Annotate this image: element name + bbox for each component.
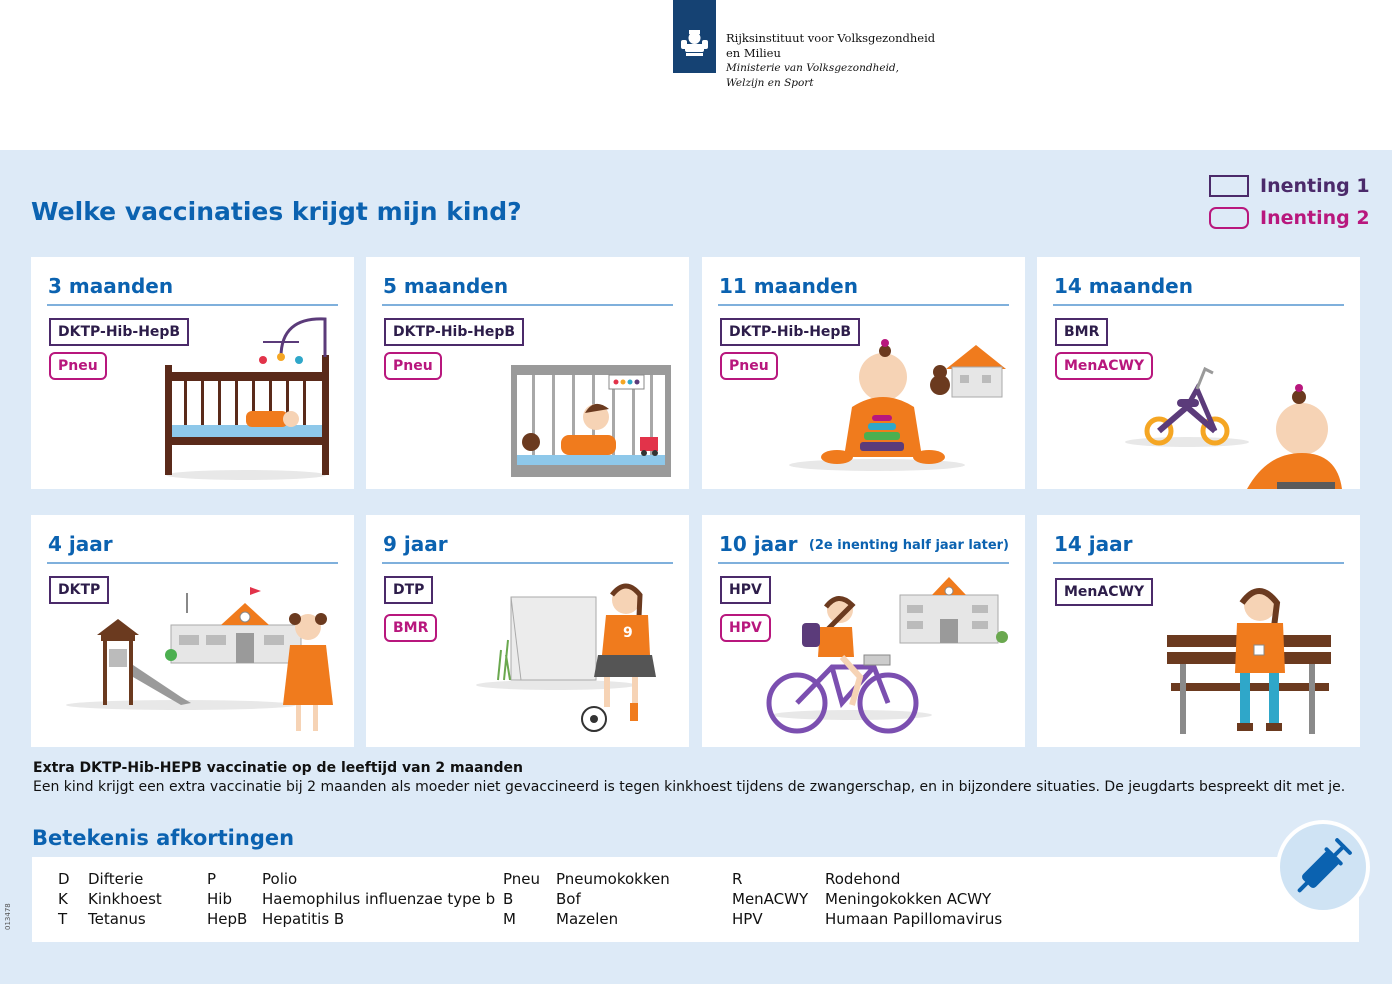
abbreviations-title: Betekenis afkortingen [32,826,295,850]
divider [382,562,673,564]
vaccine-tag-dose-1: DKTP-Hib-HepB [384,318,524,346]
vaccine-tag-dose-1: HPV [720,576,771,604]
divider [47,562,338,564]
legend-box-dose-1 [1209,175,1249,197]
vaccine-tag-dose-2: Pneu [49,352,107,380]
abbreviation-row [58,869,162,889]
legend-box-dose-2 [1209,207,1249,229]
abbreviation-row [207,909,495,929]
vaccine-tag-dose-2: BMR [384,614,437,642]
abbreviation-row [207,889,495,909]
org-name [726,31,935,91]
vaccine-tag-dose-1: DKTP-Hib-HepB [720,318,860,346]
abbreviation-row [732,889,1002,909]
abbreviation-column-3 [503,869,670,929]
extra-vaccination-title: Extra DKTP-Hib-HEPB vaccinatie op de leeftijd van 2 maanden [33,760,523,776]
legend-label-dose-2: Inenting 2 [1260,207,1370,229]
abbreviations-panel [32,857,1359,942]
header [0,0,1392,150]
abbreviation-value: Difterie [88,870,144,888]
shirt-number: 9 [623,625,633,641]
abbreviation-value: Bof [556,890,581,908]
card-9-jaar [366,515,689,747]
org-line-1: Rijksinstituut voor Volksgezondheid [726,31,936,45]
abbreviation-key: HPV [732,910,763,928]
abbreviation-value: Mazelen [556,910,619,928]
extra-vaccination-text: Een kind krijgt een extra vaccinatie bij 2 maanden als moeder niet gevaccineerd is tegen kinkhoest tijdens de zwangerschap, en in bijzondere situaties. De jeugdarts bespreekt dit met je. [33,779,1346,795]
abbreviation-value: Meningokokken ACWY [825,890,992,908]
legend-dose-2 [1209,207,1370,229]
vaccine-tag-dose-2: HPV [720,614,771,642]
abbreviation-row [503,889,670,909]
card-14-jaar [1037,515,1360,747]
abbreviation-column-1 [58,869,162,929]
abbreviation-value: Haemophilus influenzae type b [262,890,496,908]
vaccine-tag-dose-2: Pneu [384,352,442,380]
divider [1053,562,1344,564]
abbreviation-value: Polio [262,870,298,888]
card-age: 14 maanden [1054,274,1193,298]
abbreviation-value: Humaan Papillomavirus [825,910,1003,928]
vaccine-tag-dose-2: Pneu [720,352,778,380]
abbreviation-row [58,909,162,929]
legend-dose-1 [1209,175,1370,197]
abbreviation-key: B [503,890,514,908]
abbreviation-row [58,889,162,909]
card-age: 3 maanden [48,274,174,298]
abbreviation-row [207,869,495,889]
divider [382,304,673,306]
card-age: 14 jaar [1054,532,1133,556]
abbreviation-key: HepB [207,910,248,928]
card-age: 4 jaar [48,532,113,556]
vaccine-tag-dose-1: DTP [384,576,433,604]
ministry-line-1: Ministerie van Volksgezondheid, [726,62,899,74]
card-14-maanden [1037,257,1360,489]
document-code: 013478 [4,903,12,930]
page-title: Welke vaccinaties krijgt mijn kind? [31,197,522,226]
abbreviation-key: M [503,910,516,928]
card-4-jaar [31,515,354,747]
vaccine-tag-dose-1: DKTP [49,576,109,604]
rijksoverheid-logo [673,0,716,73]
abbreviation-row [503,869,670,889]
abbreviation-key: P [207,870,217,888]
abbreviation-key: K [58,890,68,908]
legend-label-dose-1: Inenting 1 [1260,175,1370,197]
abbreviation-value: Rodehond [825,870,901,888]
abbreviation-key: R [732,870,743,888]
divider [718,304,1009,306]
abbreviation-key: T [58,910,68,928]
card-age: 9 jaar [383,532,448,556]
second-dose-note: (2e inenting half jaar later) [808,538,1009,553]
vaccine-tag-dose-1: MenACWY [1055,578,1153,606]
abbreviation-value: Kinkhoest [88,890,162,908]
card-age: 10 jaar [719,532,798,556]
syringe-badge [1276,820,1370,914]
abbreviation-value: Hepatitis B [262,910,345,928]
card-3-maanden [31,257,354,489]
abbreviation-key: D [58,870,70,888]
abbreviation-key: MenACWY [732,890,809,908]
abbreviation-key: Pneu [503,870,541,888]
card-5-maanden [366,257,689,489]
vaccine-tag-dose-1: DKTP-Hib-HepB [49,318,189,346]
divider [47,304,338,306]
abbreviation-column-4 [732,869,1002,929]
abbreviation-key: Hib [207,890,232,908]
org-line-2: en Milieu [726,46,781,60]
divider [1053,304,1344,306]
card-11-maanden [702,257,1025,489]
abbreviation-value: Pneumokokken [556,870,670,888]
ministry-line-2: Welzijn en Sport [726,77,814,89]
card-age: 11 maanden [719,274,858,298]
abbreviation-column-2 [207,869,495,929]
vaccine-tag-dose-1: BMR [1055,318,1108,346]
abbreviation-row [503,909,670,929]
divider [718,562,1009,564]
abbreviation-value: Tetanus [88,910,146,928]
vaccine-tag-dose-2: MenACWY [1055,352,1153,380]
crest-icon [673,0,716,73]
card-age: 5 maanden [383,274,509,298]
abbreviation-row [732,909,1002,929]
card-10-jaar [702,515,1025,747]
abbreviation-row [732,869,1002,889]
syringe-icon [1280,824,1366,910]
